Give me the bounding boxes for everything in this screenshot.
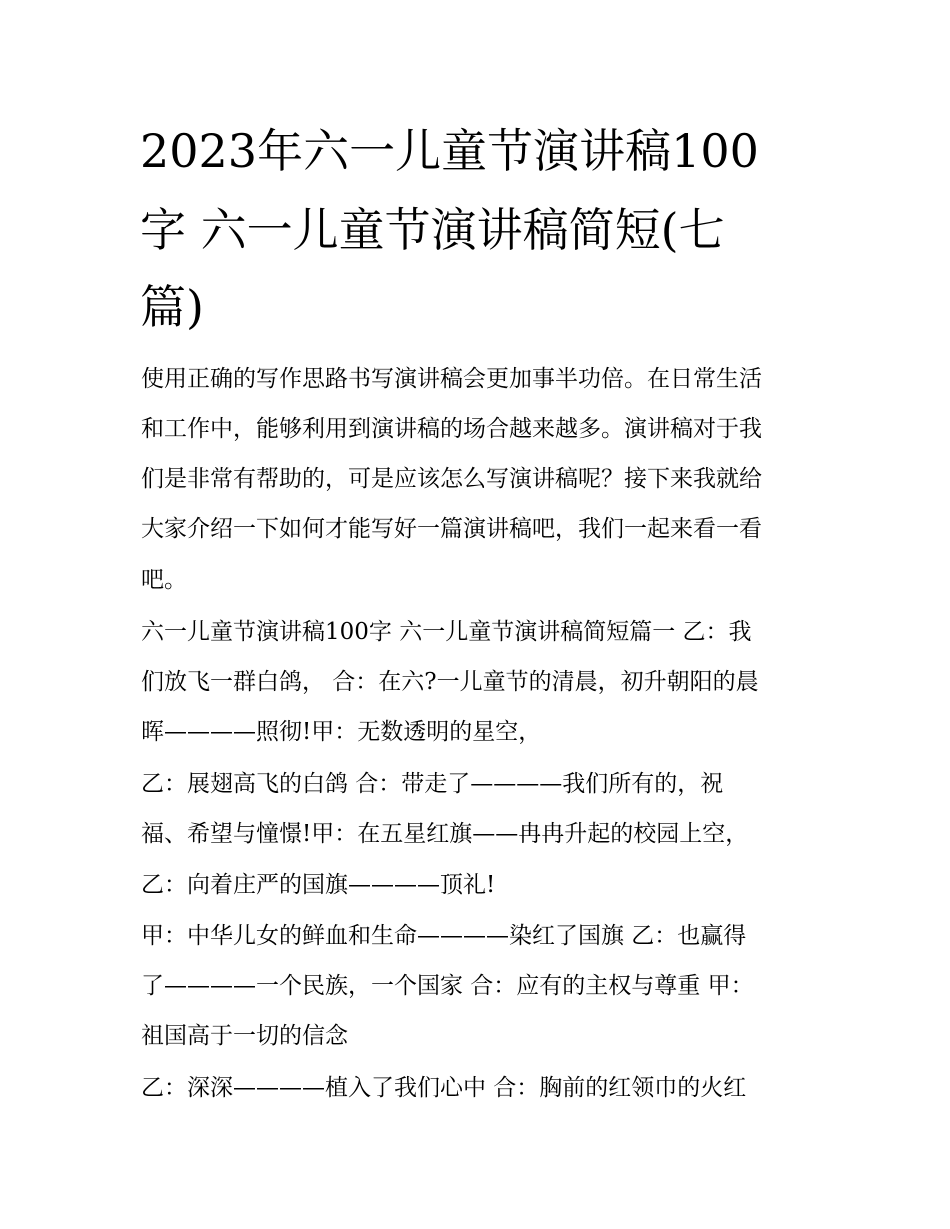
body-line-8: 晖————照彻!甲：无数透明的星空， xyxy=(141,719,542,745)
body-line-7: 们放飞一群白鸽， 合：在六?一儿童节的清晨，初升朝阳的晨 xyxy=(141,669,759,695)
body-line-6: 六一儿童节演讲稿100字 六一儿童节演讲稿简短篇一 乙：我 xyxy=(141,619,752,645)
body-line-9: 乙：展翅高飞的白鸽 合：带走了————我们所有的，祝 xyxy=(141,771,724,797)
body-line-12: 甲：中华儿女的鲜血和生命————染红了国旗 乙：也赢得 xyxy=(141,923,747,949)
document-title-line-1: 2023年六一儿童节演讲稿100 xyxy=(140,124,759,178)
body-line-13: 了————一个民族，一个国家 合：应有的主权与尊重 甲： xyxy=(141,973,754,999)
body-line-15: 乙：深深————植入了我们心中 合：胸前的红领巾的火红 xyxy=(141,1075,747,1101)
body-line-3: 们是非常有帮助的，可是应该怎么写演讲稿呢？接下来我就给 xyxy=(141,466,762,492)
body-line-10: 福、希望与憧憬!甲：在五星红旗——冉冉升起的校园上空， xyxy=(141,821,749,847)
body-line-5: 吧。 xyxy=(141,567,187,593)
body-line-1: 使用正确的写作思路书写演讲稿会更加事半功倍。在日常生活 xyxy=(141,366,762,392)
body-line-2: 和工作中，能够利用到演讲稿的场合越来越多。演讲稿对于我 xyxy=(141,416,762,442)
body-line-4: 大家介绍一下如何才能写好一篇演讲稿吧，我们一起来看一看 xyxy=(141,516,762,542)
document-title-line-3: 篇) xyxy=(140,280,204,334)
body-line-11: 乙：向着庄严的国旗————顶礼! xyxy=(141,872,496,898)
document-title-line-2: 字 六一儿童节演讲稿简短(七 xyxy=(140,203,725,257)
body-line-14: 祖国高于一切的信念 xyxy=(141,1023,348,1049)
